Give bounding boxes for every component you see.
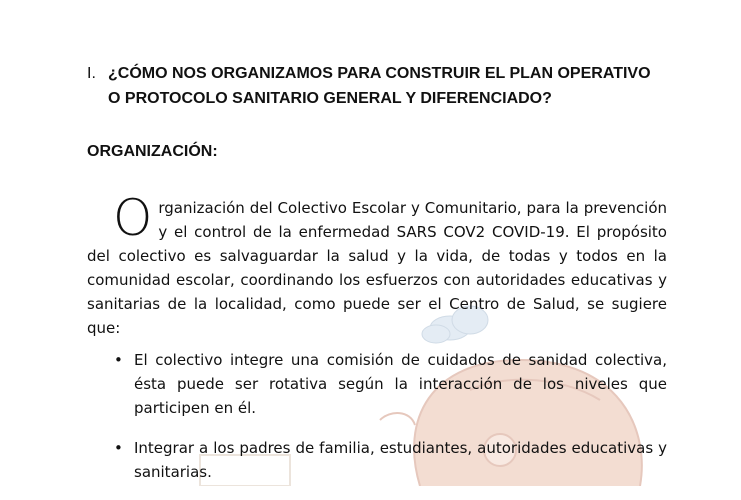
- list-item: [87, 436, 667, 484]
- section-number: I.: [87, 65, 96, 82]
- list-item-text: Integrar a los padres de familia, estudiantes, autoridades educativas y sanitarias.: [134, 439, 667, 481]
- paragraph-text: rganización del Colectivo Escolar y Comunitario, para la prevención y el control de la enfermedad SARS COV2 COVID-19. El propósito del colectivo es salvaguardar la salud y la vida, de todas y todos en la comunidad escolar, coordinando los esfuerzos con autoridades educativas y sanitarias de la localidad, como puede ser el Centro de Salud, se sugiere que:: [87, 199, 667, 337]
- section-title: ¿CÓMO NOS ORGANIZAMOS PARA CONSTRUIR EL PLAN OPERATIVO O PROTOCOLO SANITARIO GENERAL Y DIFERENCIADO?: [108, 65, 651, 107]
- suggestions-list: [87, 348, 667, 500]
- bullet-icon: •: [114, 439, 123, 457]
- drop-cap: O: [113, 189, 153, 247]
- list-item-text: El colectivo integre una comisión de cuidados de sanidad colectiva, ésta puede ser rotativa según la interacción de los niveles que participen en él.: [134, 351, 667, 417]
- bullet-icon: •: [114, 351, 123, 369]
- list-item: [87, 348, 667, 420]
- section-heading: [87, 61, 667, 111]
- intro-paragraph: [87, 189, 667, 340]
- organization-subheading: ORGANIZACIÓN:: [87, 143, 218, 160]
